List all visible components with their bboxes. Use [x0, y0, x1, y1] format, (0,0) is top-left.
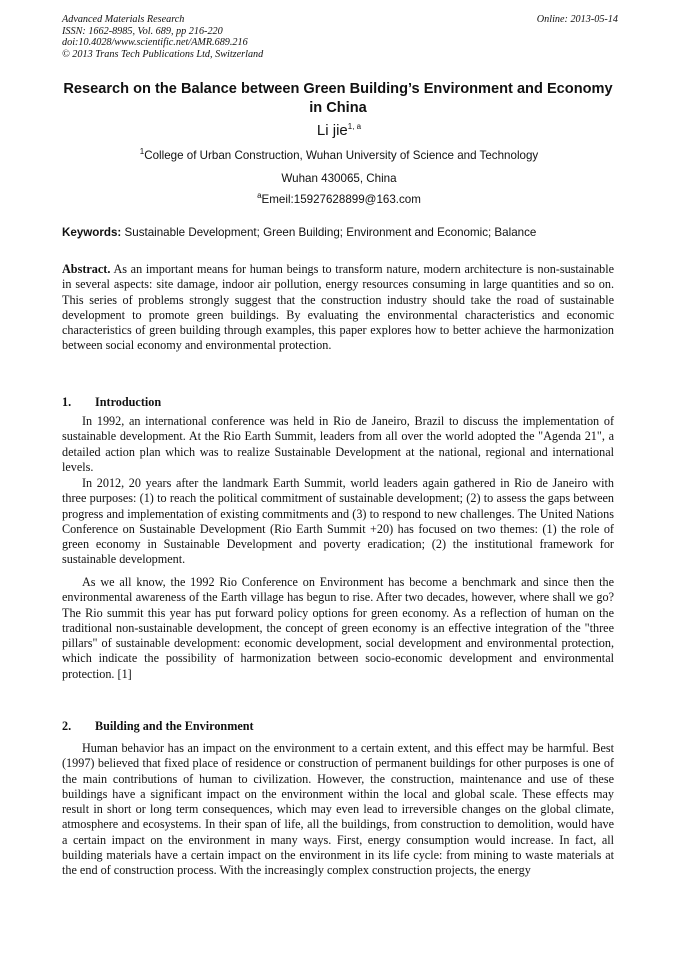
author-superscript: 1, a [347, 122, 362, 131]
section-heading-2 [62, 719, 614, 734]
doi-line: doi:10.4028/www.scientific.net/AMR.689.216 [62, 37, 248, 49]
issn-line: ISSN: 1662-8985, Vol. 689, pp 216-220 [62, 25, 223, 37]
affiliation-line-1 [0, 149, 678, 162]
section-heading-1 [62, 395, 614, 410]
affiliation-text: College of Urban Construction, Wuhan University of Science and Technology [144, 149, 539, 162]
section-title: Building and the Environment [95, 719, 254, 733]
affiliation-line-2: Wuhan 430065, China [281, 172, 397, 185]
section-title: Introduction [95, 395, 162, 409]
paper-title: Research on the Balance between Green Building’s Environment and Economy in China [63, 81, 613, 116]
online-date: Online: 2013-05-14 [536, 14, 618, 25]
author-name: Li jie [316, 122, 348, 139]
section-number: 1. [62, 395, 72, 409]
abstract-label: Abstract. [62, 262, 111, 276]
abstract-text: As an important means for human beings to transform nature, modern architecture is non-sustainable in several aspects: site damage, indoor air pollution, energy resources consuming in large quantities and so on. This series of problems strongly suggest that the construction industry should take the road of sustainable development to promote green buildings. By evaluating the environmental characteristics and economic characteristics of green building through examples, this paper explores how to better achieve the harmonization between social economy and environmental protection. [62, 262, 614, 353]
keywords-text: Sustainable Development; Green Building; Environment and Economic; Balance [124, 226, 537, 239]
email-superscript: a [257, 191, 262, 201]
section-number: 2. [62, 719, 72, 733]
paragraph: In 2012, 20 years after the landmark Earth Summit, world leaders again gathered in Rio de Janeiro with three purposes: (1) to reach the political commitment of sustainable development; (2) to assess the gaps between progress and implementation of existing commitments and (3) to respond to new challenges. The United Nations Conference on Sustainable Development (Rio Earth Summit +20) has focused on two themes: (1) the role of green economy in Sustainable Development and poverty eradication; (2) the institutional framework for sustainable development. [62, 476, 614, 567]
paragraph: In 1992, an international conference was held in Rio de Janeiro, Brazil to discuss the implementation of sustainable development. At the Rio Earth Summit, leaders from all over the world adopted the "Agenda 21", a detailed action plan which was to realize Sustainable Development at the national, regional and international levels. [62, 414, 614, 474]
copyright-line: © 2013 Trans Tech Publications Ltd, Switzerland [62, 48, 264, 60]
email-text: Emeil:15927628899@163.com [261, 193, 421, 206]
abstract [62, 262, 614, 354]
journal-name: Advanced Materials Research [62, 14, 185, 25]
email-line [0, 193, 678, 206]
keywords-label: Keywords: [62, 226, 122, 239]
paragraph: As we all know, the 1992 Rio Conference on Environment has become a benchmark and since then the environmental awareness of the Earth village has begun to rise. After two decades, however, where shall we go? The Rio summit this year has put forward policy options for green economy. As a reflection of human on the traditional non-sustainable development, the concept of green economy is an effective integration of the "three pillars" of sustainable development: economic development, social development and environmental protection, which indicate the possibility of harmonization between socio-economic development and environmental protection. [1] [62, 575, 614, 681]
keywords [62, 226, 618, 239]
paragraph: Human behavior has an impact on the environment to a certain extent, and this effect may be harmful. Best (1997) believed that fixed place of residence or construction of permanent buildings for other purposes is one of the main contributions of human to civilization. However, the construction, maintenance and use of these buildings have a significant impact on the environment within the local and global scale. These effects may result in short or long term consequences, which may even lead to irreversible changes on the global climate, atmosphere and ecosystems. In their span of life, all the buildings, from construction to demolition, would have a certain impact on the environment in many ways. First, energy consumption would increase. In fact, all building materials have a certain impact on the environment in its life cycle: from mining to waste materials at the end of construction process. With the increasingly complex construction projects, the energy [62, 741, 614, 878]
journal-header [62, 14, 618, 60]
affiliation-superscript: 1 [139, 147, 145, 157]
author-line [0, 122, 678, 139]
